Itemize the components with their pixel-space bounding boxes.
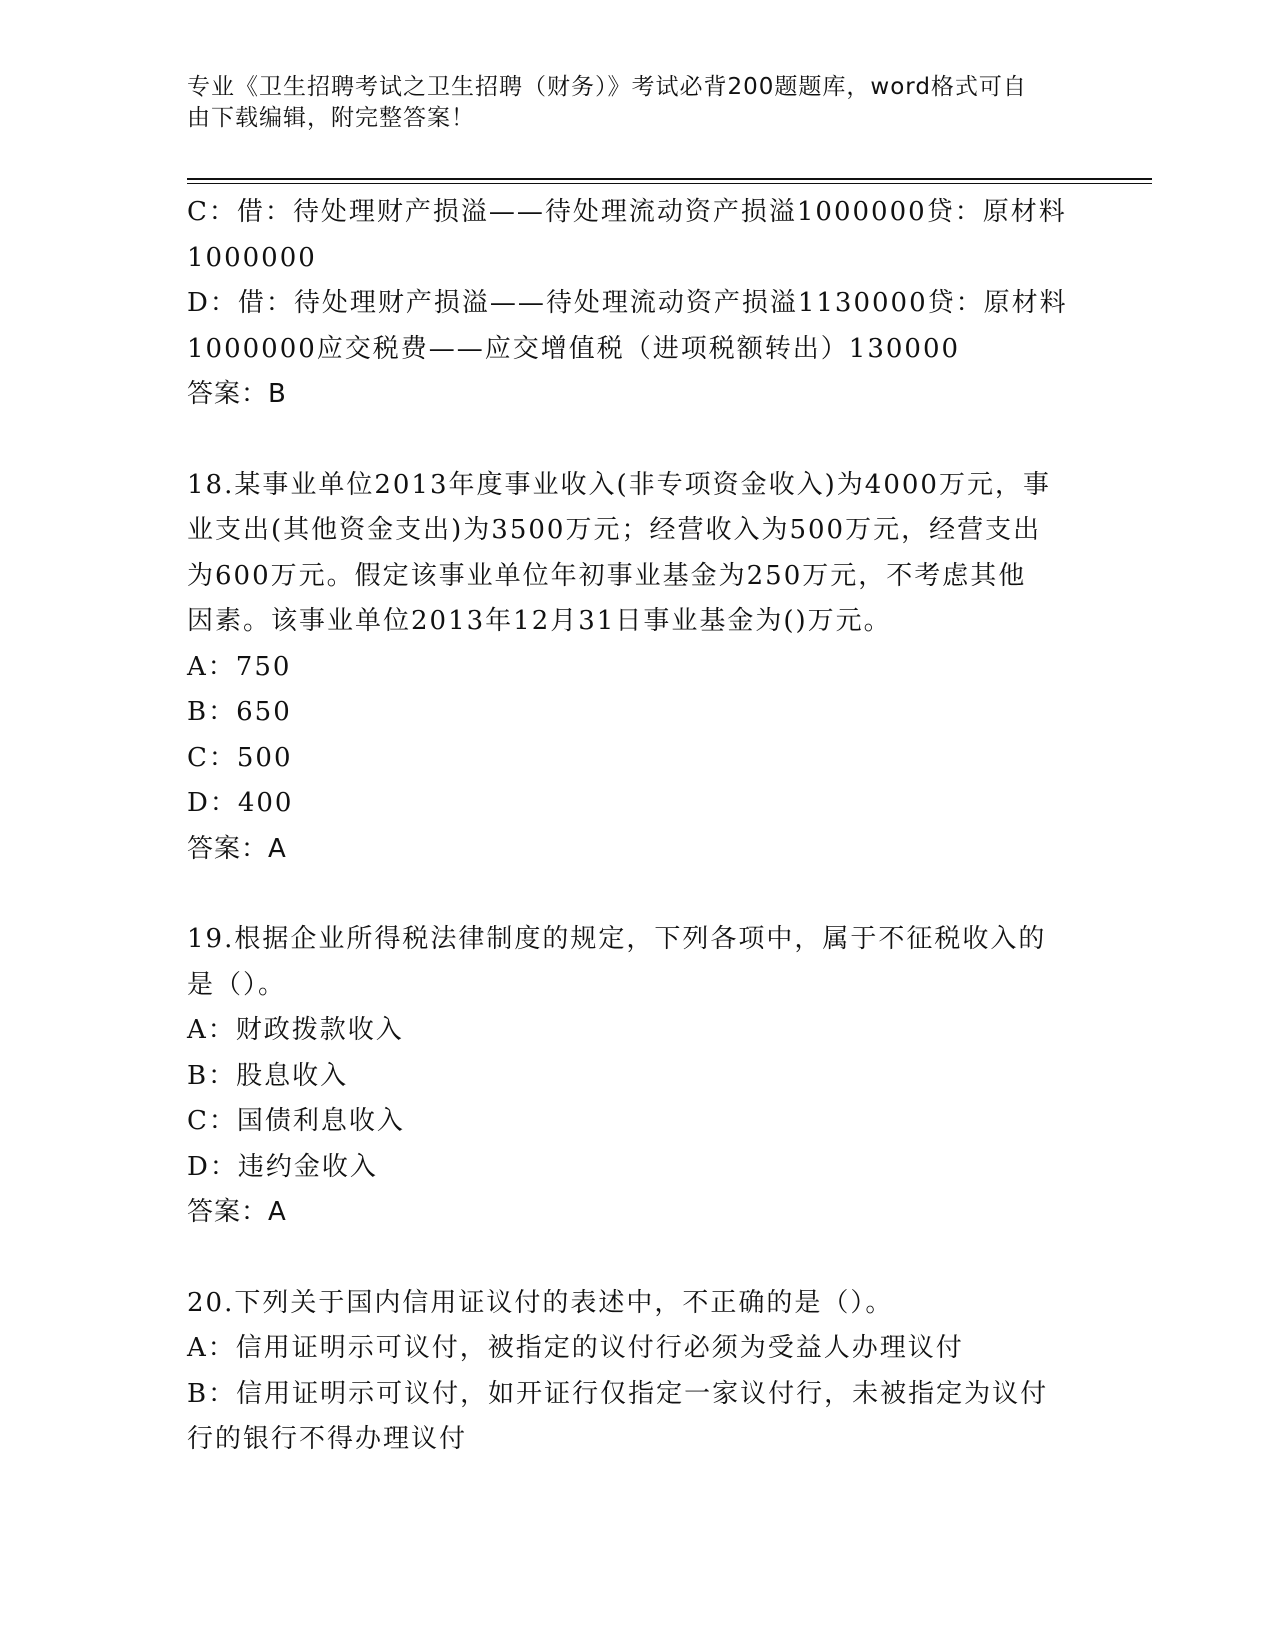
header-line-1: 专业《卫生招聘考试之卫生招聘（财务）》考试必背200题题库，word格式可自: [187, 74, 1027, 100]
question-content: [187, 190, 1087, 1463]
spacer: [187, 418, 1087, 463]
question-18: [187, 463, 1087, 873]
option-a: A：财政拨款收入: [187, 1015, 404, 1045]
header-line-2: 由下载编辑，附完整答案！: [187, 105, 475, 131]
answer: 答案：A: [187, 833, 287, 864]
question-stem: 是（）。: [187, 969, 287, 1000]
option-b: B：650: [187, 697, 292, 727]
option-a: A：信用证明示可议付，被指定的议付行必须为受益人办理议付: [187, 1333, 964, 1363]
option-b: B：股息收入: [187, 1060, 349, 1091]
answer: 答案：B: [187, 379, 287, 409]
question-19: [187, 917, 1087, 1236]
spacer: [187, 872, 1087, 917]
option-c: C：国债利息收入: [187, 1106, 405, 1136]
prev-question-block: [187, 190, 1087, 418]
answer: 答案：A: [187, 1197, 287, 1227]
question-stem: 为600万元。假定该事业单位年初事业基金为250万元，不考虑其他: [187, 560, 1027, 591]
question-stem: 20.下列关于国内信用证议付的表述中，不正确的是（）。: [187, 1287, 894, 1318]
document-header: [187, 72, 1067, 134]
question-20: [187, 1281, 1087, 1463]
option-b: B：信用证明示可议付，如开证行仅指定一家议付行，未被指定为议付: [187, 1378, 1049, 1409]
option-d-continued: 1000000应交税费——应交增值税（进项税额转出）130000: [187, 333, 961, 364]
option-c-continued: 1000000: [187, 242, 317, 273]
option-d: D：借：待处理财产损溢——待处理流动资产损溢1130000贷：原材料: [187, 288, 1068, 318]
question-stem: 业支出(其他资金支出)为3500万元；经营收入为500万元，经营支出: [187, 515, 1042, 545]
question-stem: 18.某事业单位2013年度事业收入(非专项资金收入)为4000万元，事: [187, 469, 1051, 500]
option-d: D：400: [187, 788, 294, 818]
question-stem: 因素。该事业单位2013年12月31日事业基金为()万元。: [187, 606, 892, 636]
option-d: D：违约金收入: [187, 1151, 378, 1182]
header-rule-thin: [187, 183, 1152, 184]
option-c: C：500: [187, 742, 293, 773]
option-c: C：借：待处理财产损溢——待处理流动资产损溢1000000贷：原材料: [187, 197, 1067, 227]
spacer: [187, 1236, 1087, 1281]
option-b-continued: 行的银行不得办理议付: [187, 1424, 468, 1454]
header-rule-thick: [187, 178, 1152, 180]
question-stem: 19.根据企业所得税法律制度的规定，下列各项中，属于不征税收入的: [187, 924, 1047, 954]
option-a: A：750: [187, 651, 292, 682]
